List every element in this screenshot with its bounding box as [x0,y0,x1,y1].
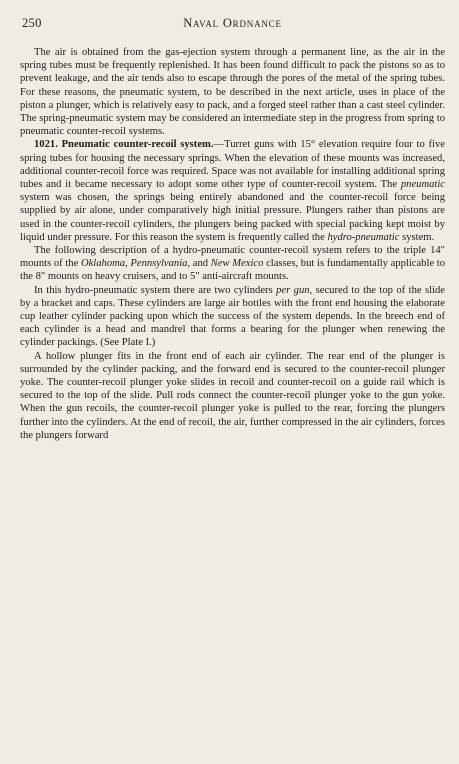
paragraph-pneumatic-system [20,138,445,244]
paragraph-text: —Turret guns with 15° elevation require four to five spring tubes for housing the necessary springs. When the elevation of these mounts was increased, additional counter-recoil force was required. Space was not available for installing additional spring tubes and it became necessary to adopt some other type of counter-recoil system. The [20,139,445,191]
emphasis-ship-names: Oklahoma, Pennsylvania, [80,258,191,270]
paragraph-description [20,244,445,284]
paragraph-text: system. [399,231,435,243]
paragraph-text: system was chosen, the springs being entirely abandoned and the counter-recoil force being supplied by air alone, under comparatively high initial pressure. Plungers rather than pistons are used in the counter-recoil cylinders, the plungers being packed with special packing kept moist by liquid under pressure. For this reason the system is frequently called the [20,192,445,243]
paragraph-text: secured to the top of the slide by a bracket and caps. These cylinders are large air bottles with the front end housing the elaborate cup leather cylinder packing upon which the success of the system depends. In the breech end of each cylinder is a head and mandrel that forms a bearing for the plunger when renewing the cylinder packings. (See Plate I.) [20,284,446,349]
paragraph-text: classes, but is fundamentally applicable to the 8" mounts on heavy cruisers, and to 5" anti-aircraft mounts. [20,258,446,283]
paragraph-plunger: A hollow plunger fits in the front end of each air cylinder. The rear end of the plunger is surrounded by the cylinder packing, and the forward end is secured to the counter-recoil plunger yoke. The counter-recoil plunger yoke slides in recoil and counter-recoil on a guide rail which is secured to the top of the slide. Pull rods connect the counter-recoil plunger yoke to the gun yoke. When the gun recoils, the counter-recoil plunger yoke is pulled to the rear, forcing the plungers further into the cylinders. At the end of recoil, the air, further compressed in the air cylinders, forces the plungers forward [20,350,445,441]
paragraph-text: and [190,258,211,270]
section-heading-1021: 1021. Pneumatic counter-recoil system. [34,139,214,151]
page-number: 250 [22,16,42,30]
running-title: Naval Ordnance [183,16,282,30]
emphasis-per-gun: per gun, [276,284,313,296]
paragraph-cylinders [20,284,445,350]
emphasis-new-mexico: New Mexico [210,258,264,270]
paragraph-text: The following description of a hydro-pneumatic counter-recoil system refers to the triple 14" mounts of the [20,245,445,270]
running-head [20,16,445,34]
emphasis-hydro-pneumatic: hydro-pneumatic [327,231,400,243]
paragraph-air-supply: The air is obtained from the gas-ejection system through a permanent line, as the air in the spring tubes must be frequently replenished. It has been found difficult to pack the pistons so as to prevent leakage, and the air tends also to escape through the pores of the metal of the spring tubes. For these reasons, the pneumatic system, to be described in the next article, uses in place of the piston a plunger, which is relatively easy to pack, and a forged steel rather than a cast steel cylinder. The spring-pneumatic system may be considered an intermediate step in the progress from spring to pneumatic counter-recoil systems. [20,47,445,138]
paragraph-text: In this hydro-pneumatic system there are two cylinders [34,284,277,296]
body-text [20,46,445,442]
emphasis-pneumatic: pneumatic [400,179,445,191]
